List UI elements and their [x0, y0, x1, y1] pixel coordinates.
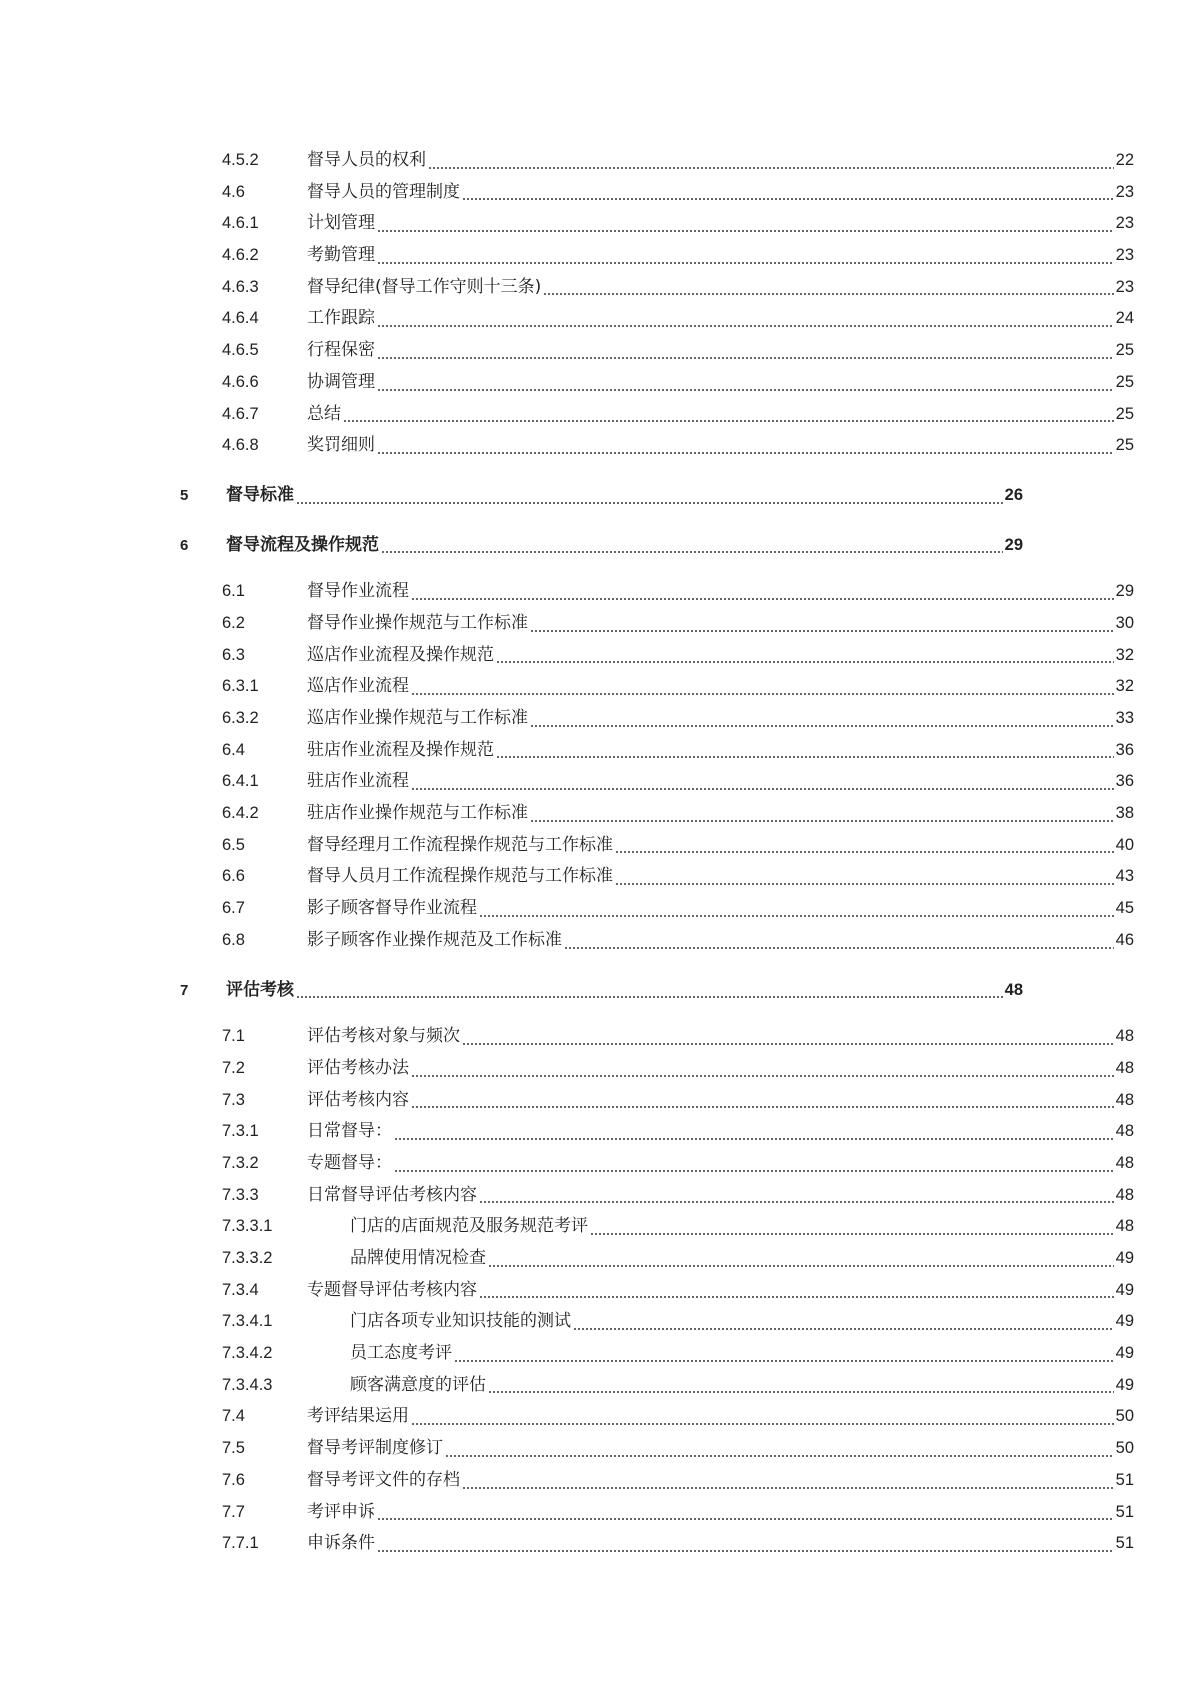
toc-entry-page: 32 [1115, 645, 1134, 664]
toc-entry-title: 专题督导： [307, 1152, 392, 1173]
dot-leader [296, 996, 1003, 998]
dot-leader [377, 357, 1114, 359]
dot-leader [377, 230, 1114, 232]
toc-entry-title: 门店的店面规范及服务规范考评 [350, 1216, 588, 1237]
toc-entry-title: 影子顾客督导作业流程 [307, 898, 477, 919]
toc-entry[interactable] [0, 145, 1200, 177]
toc-entry-title: 考评结果运用 [307, 1406, 409, 1427]
toc-entry-page: 29 [1004, 535, 1023, 554]
dot-leader [411, 1075, 1114, 1077]
dot-leader [530, 630, 1114, 632]
toc-chapter-entry[interactable] [0, 975, 1200, 1007]
toc-entry[interactable] [0, 703, 1200, 735]
toc-entry-title: 影子顾客作业操作规范及工作标准 [307, 929, 562, 950]
toc-entry-number: 6 [180, 536, 189, 554]
toc-entry-page: 43 [1115, 867, 1134, 886]
dot-leader [479, 1201, 1114, 1203]
toc-entry-page: 48 [1115, 1027, 1134, 1046]
toc-entry[interactable] [0, 766, 1200, 798]
toc-entry-number: 7.2 [222, 1058, 245, 1077]
toc-entry-title: 督导作业操作规范与工作标准 [307, 612, 528, 633]
toc-entry-page: 48 [1115, 1185, 1134, 1204]
toc-entry-page: 46 [1115, 930, 1134, 949]
dot-leader [377, 1550, 1114, 1552]
toc-entry-page: 40 [1115, 835, 1134, 854]
toc-entry[interactable] [0, 893, 1200, 925]
toc-entry-page: 49 [1115, 1344, 1134, 1363]
dot-leader [411, 1423, 1114, 1425]
toc-entry-number: 7.3.4.1 [222, 1312, 273, 1331]
toc-entry[interactable] [0, 1433, 1200, 1465]
toc-entry-title: 督导标准 [226, 484, 294, 505]
toc-entry-number: 5 [180, 486, 189, 504]
toc-entry[interactable] [0, 798, 1200, 830]
toc-entry-page: 51 [1115, 1534, 1134, 1553]
toc-entry-title: 品牌使用情况检查 [350, 1248, 486, 1268]
toc-entry-number: 6.8 [222, 930, 245, 949]
toc-entry-page: 29 [1115, 582, 1134, 601]
toc-entry[interactable] [0, 671, 1200, 703]
toc-entry-title: 总结 [307, 403, 341, 424]
dot-leader [615, 883, 1114, 885]
toc-entry-number: 7.3.3.2 [222, 1249, 273, 1267]
toc-entry-number: 6.1 [222, 582, 245, 601]
dot-leader [377, 325, 1114, 327]
toc-entry[interactable] [0, 830, 1200, 862]
toc-entry[interactable] [0, 1021, 1200, 1053]
toc-entry-page: 50 [1115, 1439, 1134, 1458]
toc-entry-number: 6.4.2 [222, 804, 259, 823]
toc-entry-page: 23 [1115, 214, 1134, 233]
toc-entry-title: 顾客满意度的评估 [350, 1374, 486, 1395]
toc-entry[interactable] [0, 335, 1200, 367]
toc-entry-title: 评估考核对象与频次 [307, 1026, 460, 1047]
toc-entry[interactable] [0, 1085, 1200, 1117]
toc-entry-number: 6.3.1 [222, 677, 259, 696]
toc-entry-number: 7.3.4 [222, 1280, 259, 1299]
toc-entry-page: 23 [1115, 246, 1134, 265]
toc-entry-number: 6.6 [222, 867, 245, 886]
dot-leader [377, 262, 1114, 264]
toc-entry[interactable] [0, 735, 1200, 767]
toc-entry-page: 25 [1115, 372, 1134, 391]
dot-leader [462, 1043, 1114, 1045]
toc-entry-title: 考评申诉 [307, 1501, 375, 1522]
toc-entry-page: 33 [1115, 709, 1134, 727]
toc-entry-number: 7.3.4.2 [222, 1344, 273, 1363]
toc-entry-number: 7.7.1 [222, 1534, 259, 1553]
dot-leader [411, 1106, 1114, 1108]
dot-leader [573, 1328, 1114, 1330]
toc-entry-title: 日常督导： [307, 1121, 392, 1142]
toc-entry-title: 巡店作业流程 [307, 676, 409, 697]
dot-leader [381, 551, 1003, 553]
toc-entry-title: 督导经理月工作流程操作规范与工作标准 [307, 834, 613, 855]
dot-leader [530, 820, 1114, 822]
dot-leader [296, 502, 1003, 504]
toc-entry-page: 23 [1115, 182, 1134, 201]
toc-entry-number: 7.7 [222, 1502, 245, 1521]
toc-entry[interactable] [0, 367, 1200, 399]
toc-entry-title: 评估考核 [226, 979, 294, 1000]
dot-leader [462, 1487, 1114, 1489]
toc-entry-title: 巡店作业流程及操作规范 [307, 644, 494, 665]
toc-entry-number: 7.4 [222, 1407, 245, 1426]
toc-entry-number: 7.3 [222, 1090, 245, 1109]
dot-leader [411, 693, 1114, 695]
toc-entry-title: 督导考评文件的存档 [307, 1469, 460, 1490]
toc-entry-number: 6.7 [222, 899, 245, 918]
toc-entry[interactable] [0, 861, 1200, 893]
toc-entry[interactable] [0, 1211, 1200, 1243]
toc-entry-page: 49 [1115, 1375, 1134, 1394]
toc-entry-number: 7.3.1 [222, 1122, 259, 1141]
toc-entry-page: 49 [1115, 1280, 1134, 1299]
toc-entry-title: 考勤管理 [307, 245, 375, 266]
table-of-contents [0, 145, 1200, 1560]
toc-entry-title: 工作跟踪 [307, 308, 375, 329]
toc-entry[interactable] [0, 208, 1200, 240]
toc-entry[interactable] [0, 240, 1200, 272]
toc-entry[interactable] [0, 272, 1200, 304]
toc-entry-page: 50 [1115, 1407, 1134, 1426]
toc-entry[interactable] [0, 1497, 1200, 1529]
toc-entry-number: 4.6.2 [222, 246, 259, 265]
dot-leader [479, 915, 1114, 917]
toc-entry[interactable] [0, 1116, 1200, 1148]
toc-entry-title: 督导纪律(督导工作守则十三条) [307, 276, 542, 297]
toc-entry[interactable] [0, 1180, 1200, 1212]
toc-entry-page: 30 [1115, 613, 1134, 632]
toc-entry-title: 督导人员的管理制度 [307, 181, 460, 202]
toc-entry-page: 25 [1115, 404, 1134, 423]
toc-entry[interactable] [0, 1306, 1200, 1338]
toc-entry-number: 4.6.7 [222, 404, 259, 423]
toc-entry-number: 4.6.4 [222, 309, 259, 328]
toc-entry-page: 48 [1115, 1153, 1134, 1172]
toc-entry[interactable] [0, 608, 1200, 640]
toc-entry-page: 36 [1115, 740, 1134, 759]
toc-entry-title: 行程保密 [307, 340, 375, 361]
toc-entry-title: 日常督导评估考核内容 [307, 1184, 477, 1205]
toc-entry[interactable] [0, 430, 1200, 462]
toc-entry-number: 7.3.3.1 [222, 1217, 273, 1236]
toc-entry[interactable] [0, 1370, 1200, 1402]
dot-leader [411, 598, 1114, 600]
toc-entry-page: 23 [1115, 277, 1134, 296]
toc-entry-title: 协调管理 [307, 371, 375, 392]
toc-entry[interactable] [0, 177, 1200, 209]
toc-entry-page: 36 [1115, 772, 1134, 791]
toc-entry-title: 巡店作业操作规范与工作标准 [307, 708, 528, 728]
toc-entry-page: 22 [1115, 151, 1134, 169]
toc-entry[interactable] [0, 925, 1200, 957]
dot-leader [377, 389, 1114, 391]
toc-entry-page: 45 [1115, 899, 1134, 918]
toc-entry-number: 6.4 [222, 740, 245, 759]
toc-entry-number: 4.6.3 [222, 277, 259, 296]
toc-entry[interactable] [0, 1338, 1200, 1370]
toc-entry-title: 门店各项专业知识技能的测试 [350, 1311, 571, 1332]
dot-leader [445, 1455, 1114, 1457]
toc-entry-number: 6.2 [222, 613, 245, 632]
toc-entry-title: 员工态度考评 [350, 1343, 452, 1364]
toc-entry-title: 驻店作业流程及操作规范 [307, 739, 494, 760]
toc-entry-page: 51 [1115, 1470, 1134, 1489]
dot-leader [496, 661, 1114, 663]
toc-entry-number: 7.5 [222, 1439, 245, 1458]
toc-entry-title: 驻店作业操作规范与工作标准 [307, 803, 528, 824]
toc-entry[interactable] [0, 576, 1200, 608]
toc-entry[interactable] [0, 1053, 1200, 1085]
dot-leader [394, 1138, 1114, 1140]
toc-entry-number: 7.1 [222, 1027, 245, 1046]
dot-leader [377, 452, 1114, 454]
toc-entry-title: 督导流程及操作规范 [226, 534, 379, 555]
toc-entry-page: 24 [1115, 309, 1134, 328]
toc-entry-page: 48 [1115, 1122, 1134, 1141]
dot-leader [479, 1296, 1114, 1298]
dot-leader [564, 947, 1114, 949]
toc-entry-number: 6.3 [222, 645, 245, 664]
toc-entry-number: 7.3.4.3 [222, 1375, 273, 1394]
toc-entry-number: 4.6 [222, 182, 245, 201]
toc-entry-page: 25 [1115, 341, 1134, 360]
toc-entry-number: 7.3.2 [222, 1153, 259, 1172]
toc-entry-number: 4.6.8 [222, 436, 259, 455]
toc-entry-page: 26 [1004, 485, 1023, 504]
toc-entry-title: 计划管理 [307, 213, 375, 234]
toc-entry-number: 7 [180, 981, 189, 999]
toc-entry-title: 驻店作业流程 [307, 771, 409, 792]
toc-entry[interactable] [0, 1465, 1200, 1497]
toc-entry-number: 4.6.5 [222, 341, 259, 360]
toc-entry[interactable] [0, 1243, 1200, 1275]
toc-entry-page: 38 [1115, 804, 1134, 823]
toc-entry[interactable] [0, 640, 1200, 672]
toc-entry-title: 评估考核办法 [307, 1057, 409, 1078]
toc-entry[interactable] [0, 1401, 1200, 1433]
toc-entry-title: 申诉条件 [307, 1533, 375, 1554]
dot-leader [488, 1265, 1114, 1267]
toc-entry-number: 4.6.6 [222, 372, 259, 391]
toc-entry[interactable] [0, 1275, 1200, 1307]
toc-entry-page: 48 [1004, 980, 1023, 999]
dot-leader [411, 788, 1114, 790]
toc-entry-number: 7.6 [222, 1470, 245, 1489]
toc-entry-page: 48 [1115, 1217, 1134, 1236]
toc-entry-page: 49 [1115, 1249, 1134, 1267]
toc-entry-title: 督导考评制度修订 [307, 1438, 443, 1459]
toc-entry-page: 49 [1115, 1312, 1134, 1331]
toc-entry-title: 评估考核内容 [307, 1089, 409, 1110]
toc-entry-number: 6.5 [222, 835, 245, 854]
dot-leader [590, 1233, 1114, 1235]
dot-leader [377, 1518, 1114, 1520]
toc-entry-page: 48 [1115, 1090, 1134, 1109]
dot-leader [394, 1170, 1114, 1172]
toc-chapter-entry[interactable] [0, 480, 1200, 512]
toc-entry-number: 6.4.1 [222, 772, 259, 791]
toc-entry-page: 51 [1115, 1502, 1134, 1521]
dot-leader [496, 756, 1114, 758]
dot-leader [454, 1360, 1114, 1362]
toc-entry-title: 督导人员月工作流程操作规范与工作标准 [307, 866, 613, 887]
dot-leader [615, 851, 1114, 853]
toc-entry-page: 48 [1115, 1058, 1134, 1077]
toc-entry-number: 4.5.2 [222, 151, 259, 169]
dot-leader [488, 1391, 1114, 1393]
toc-entry[interactable] [0, 303, 1200, 335]
dot-leader [530, 725, 1114, 727]
toc-entry[interactable] [0, 1148, 1200, 1180]
toc-entry-title: 专题督导评估考核内容 [307, 1279, 477, 1300]
dot-leader [543, 293, 1113, 295]
toc-entry[interactable] [0, 399, 1200, 431]
toc-chapter-entry[interactable] [0, 530, 1200, 562]
toc-entry-page: 25 [1115, 436, 1134, 455]
toc-entry-title: 督导作业流程 [307, 581, 409, 602]
toc-entry-page: 32 [1115, 677, 1134, 696]
toc-entry-title: 督导人员的权利 [307, 150, 426, 170]
toc-entry-number: 4.6.1 [222, 214, 259, 233]
toc-entry-number: 7.3.3 [222, 1185, 259, 1204]
dot-leader [462, 198, 1114, 200]
dot-leader [343, 420, 1114, 422]
toc-entry-title: 奖罚细则 [307, 435, 375, 456]
dot-leader [428, 167, 1114, 169]
toc-entry-number: 6.3.2 [222, 709, 259, 727]
toc-entry[interactable] [0, 1528, 1200, 1560]
